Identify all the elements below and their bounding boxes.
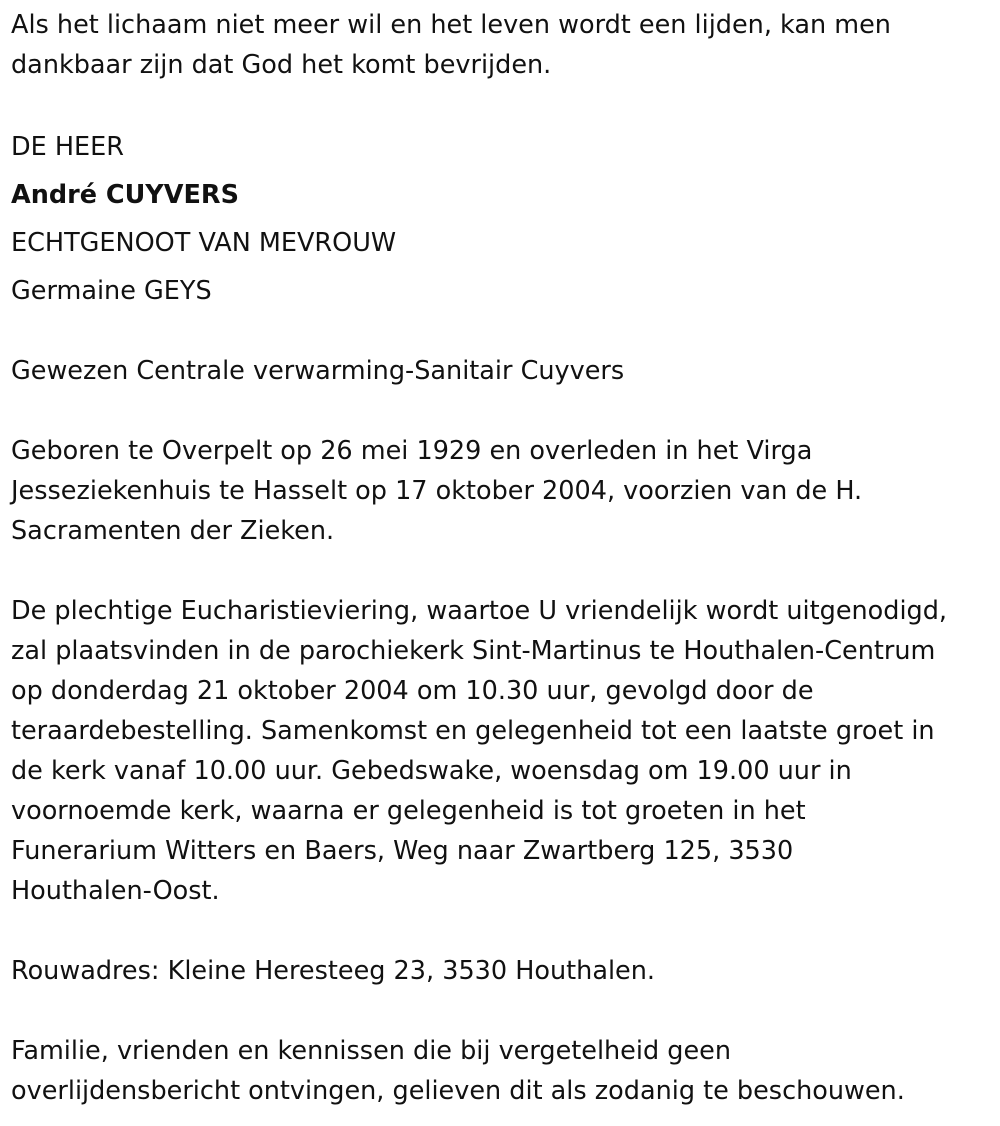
title-text: DE HEER bbox=[11, 132, 124, 162]
spouse-name: Germaine GEYS bbox=[11, 276, 212, 306]
spacer bbox=[11, 991, 1000, 1031]
spacer bbox=[11, 311, 1000, 351]
mourning-address: Rouwadres: Kleine Heresteeg 23, 3530 Houthalen. bbox=[11, 956, 655, 986]
opening-quote: Als het lichaam niet meer wil en het leven wordt een lijden, kan men dankbaar zijn dat God het komt bevrijden. bbox=[11, 10, 891, 80]
spacer bbox=[11, 911, 1000, 951]
relation-text: ECHTGENOOT VAN MEVROUW bbox=[11, 228, 397, 258]
spacer bbox=[11, 85, 1000, 125]
ceremony-text: De plechtige Eucharistieviering, waartoe U vriendelijk wordt uitgenodigd, zal plaatsvinden in de parochiekerk Sint-Martinus te Houthalen-Centrum op donderdag 21 oktober 2004 om 10.30 uur, gevolgd door de teraardebestelling. Samenkomst en gelegenheid tot een laatste groet in de kerk vanaf 10.00 uur. Gebedswake, woensdag om 19.00 uur in voornoemde kerk, waarna er gelegenheid is tot groeten in het Funerarium Witters en Baers, Weg naar Zwartberg 125, 3530 Houthalen-Oost. bbox=[11, 596, 948, 906]
birth-death-text: Geboren te Overpelt op 26 mei 1929 en overleden in het Virga Jesseziekenhuis te Hasselt op 17 oktober 2004, voorzien van de H. Sacramenten der Zieken. bbox=[11, 436, 863, 546]
deceased-block bbox=[11, 123, 1000, 315]
occupation-text: Gewezen Centrale verwarming-Sanitair Cuyvers bbox=[11, 356, 625, 386]
closing-note: Familie, vrienden en kennissen die bij vergetelheid geen overlijdensbericht ontvingen, gelieven dit als zodanig te beschouwen. bbox=[11, 1036, 905, 1106]
spacer bbox=[11, 391, 1000, 431]
deceased-name: André CUYVERS bbox=[11, 180, 239, 210]
spacer bbox=[11, 551, 1000, 591]
